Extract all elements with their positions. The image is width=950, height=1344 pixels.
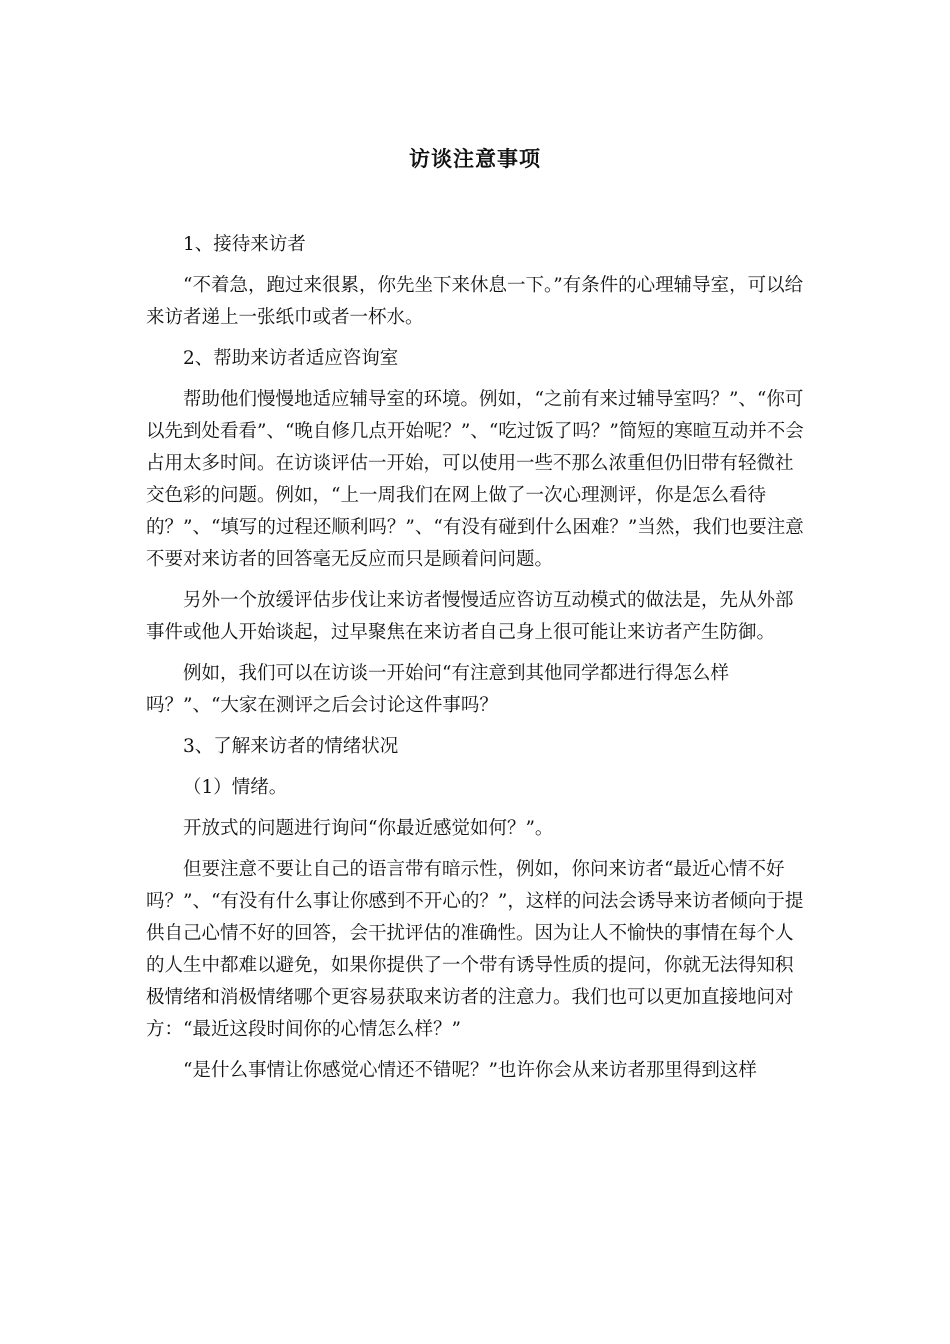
paragraph: 帮助他们慢慢地适应辅导室的环境。例如，“之前有来过辅导室吗？”、“你可以先到处看看”、“晚自修几点开始呢？”、“吃过饭了吗？”简短的寒暄互动并不会占用太多时间。在访谈评估一开始，可以使用一些不那么浓重但仍旧带有轻微社交色彩的问题。例如，“上一周我们在网上做了一次心理测评，你是怎么看待的？”、“填写的过程还顺利吗？”、“有没有碰到什么困难？”当然，我们也要注意不要对来访者的回答毫无反应而只是顾着问问题。 bbox=[146, 389, 804, 570]
section-heading-3: 3、了解来访者的情绪状况 bbox=[183, 736, 399, 757]
paragraph: 开放式的问题进行询问“你最近感觉如何？”。 bbox=[183, 818, 554, 839]
paragraph: “是什么事情让你感觉心情还不错呢？”也许你会从来访者那里得到这样 bbox=[183, 1060, 757, 1081]
paragraph: “不着急，跑过来很累，你先坐下来休息一下。”有条件的心理辅导室，可以给来访者递上一张纸巾或者一杯水。 bbox=[146, 275, 804, 328]
section-heading-2: 2、帮助来访者适应咨询室 bbox=[183, 348, 399, 369]
paragraph: 但要注意不要让自己的语言带有暗示性，例如，你问来访者“最近心情不好吗？”、“有没有什么事让你感到不开心的？”，这样的问法会诱导来访者倾向于提供自己心情不好的回答，会干扰评估的准确性。因为让人不愉快的事情在每个人的人生中都难以避免，如果你提供了一个带有诱导性质的提问，你就无法得知积极情绪和消极情绪哪个更容易获取来访者的注意力。我们也可以更加直接地问对方：“最近这段时间你的心情怎么样？” bbox=[146, 859, 804, 1040]
subsection-heading: （1）情绪。 bbox=[183, 777, 288, 798]
document-title: 访谈注意事项 bbox=[409, 146, 541, 171]
document-body bbox=[146, 229, 806, 1096]
section-heading-1: 1、接待来访者 bbox=[183, 234, 306, 255]
paragraph: 另外一个放缓评估步伐让来访者慢慢适应咨访互动模式的做法是，先从外部事件或他人开始谈起，过早聚焦在来访者自己身上很可能让来访者产生防御。 bbox=[146, 590, 794, 643]
paragraph: 例如，我们可以在访谈一开始问“有注意到其他同学都进行得怎么样吗？”、“大家在测评之后会讨论这件事吗？ bbox=[146, 663, 729, 716]
